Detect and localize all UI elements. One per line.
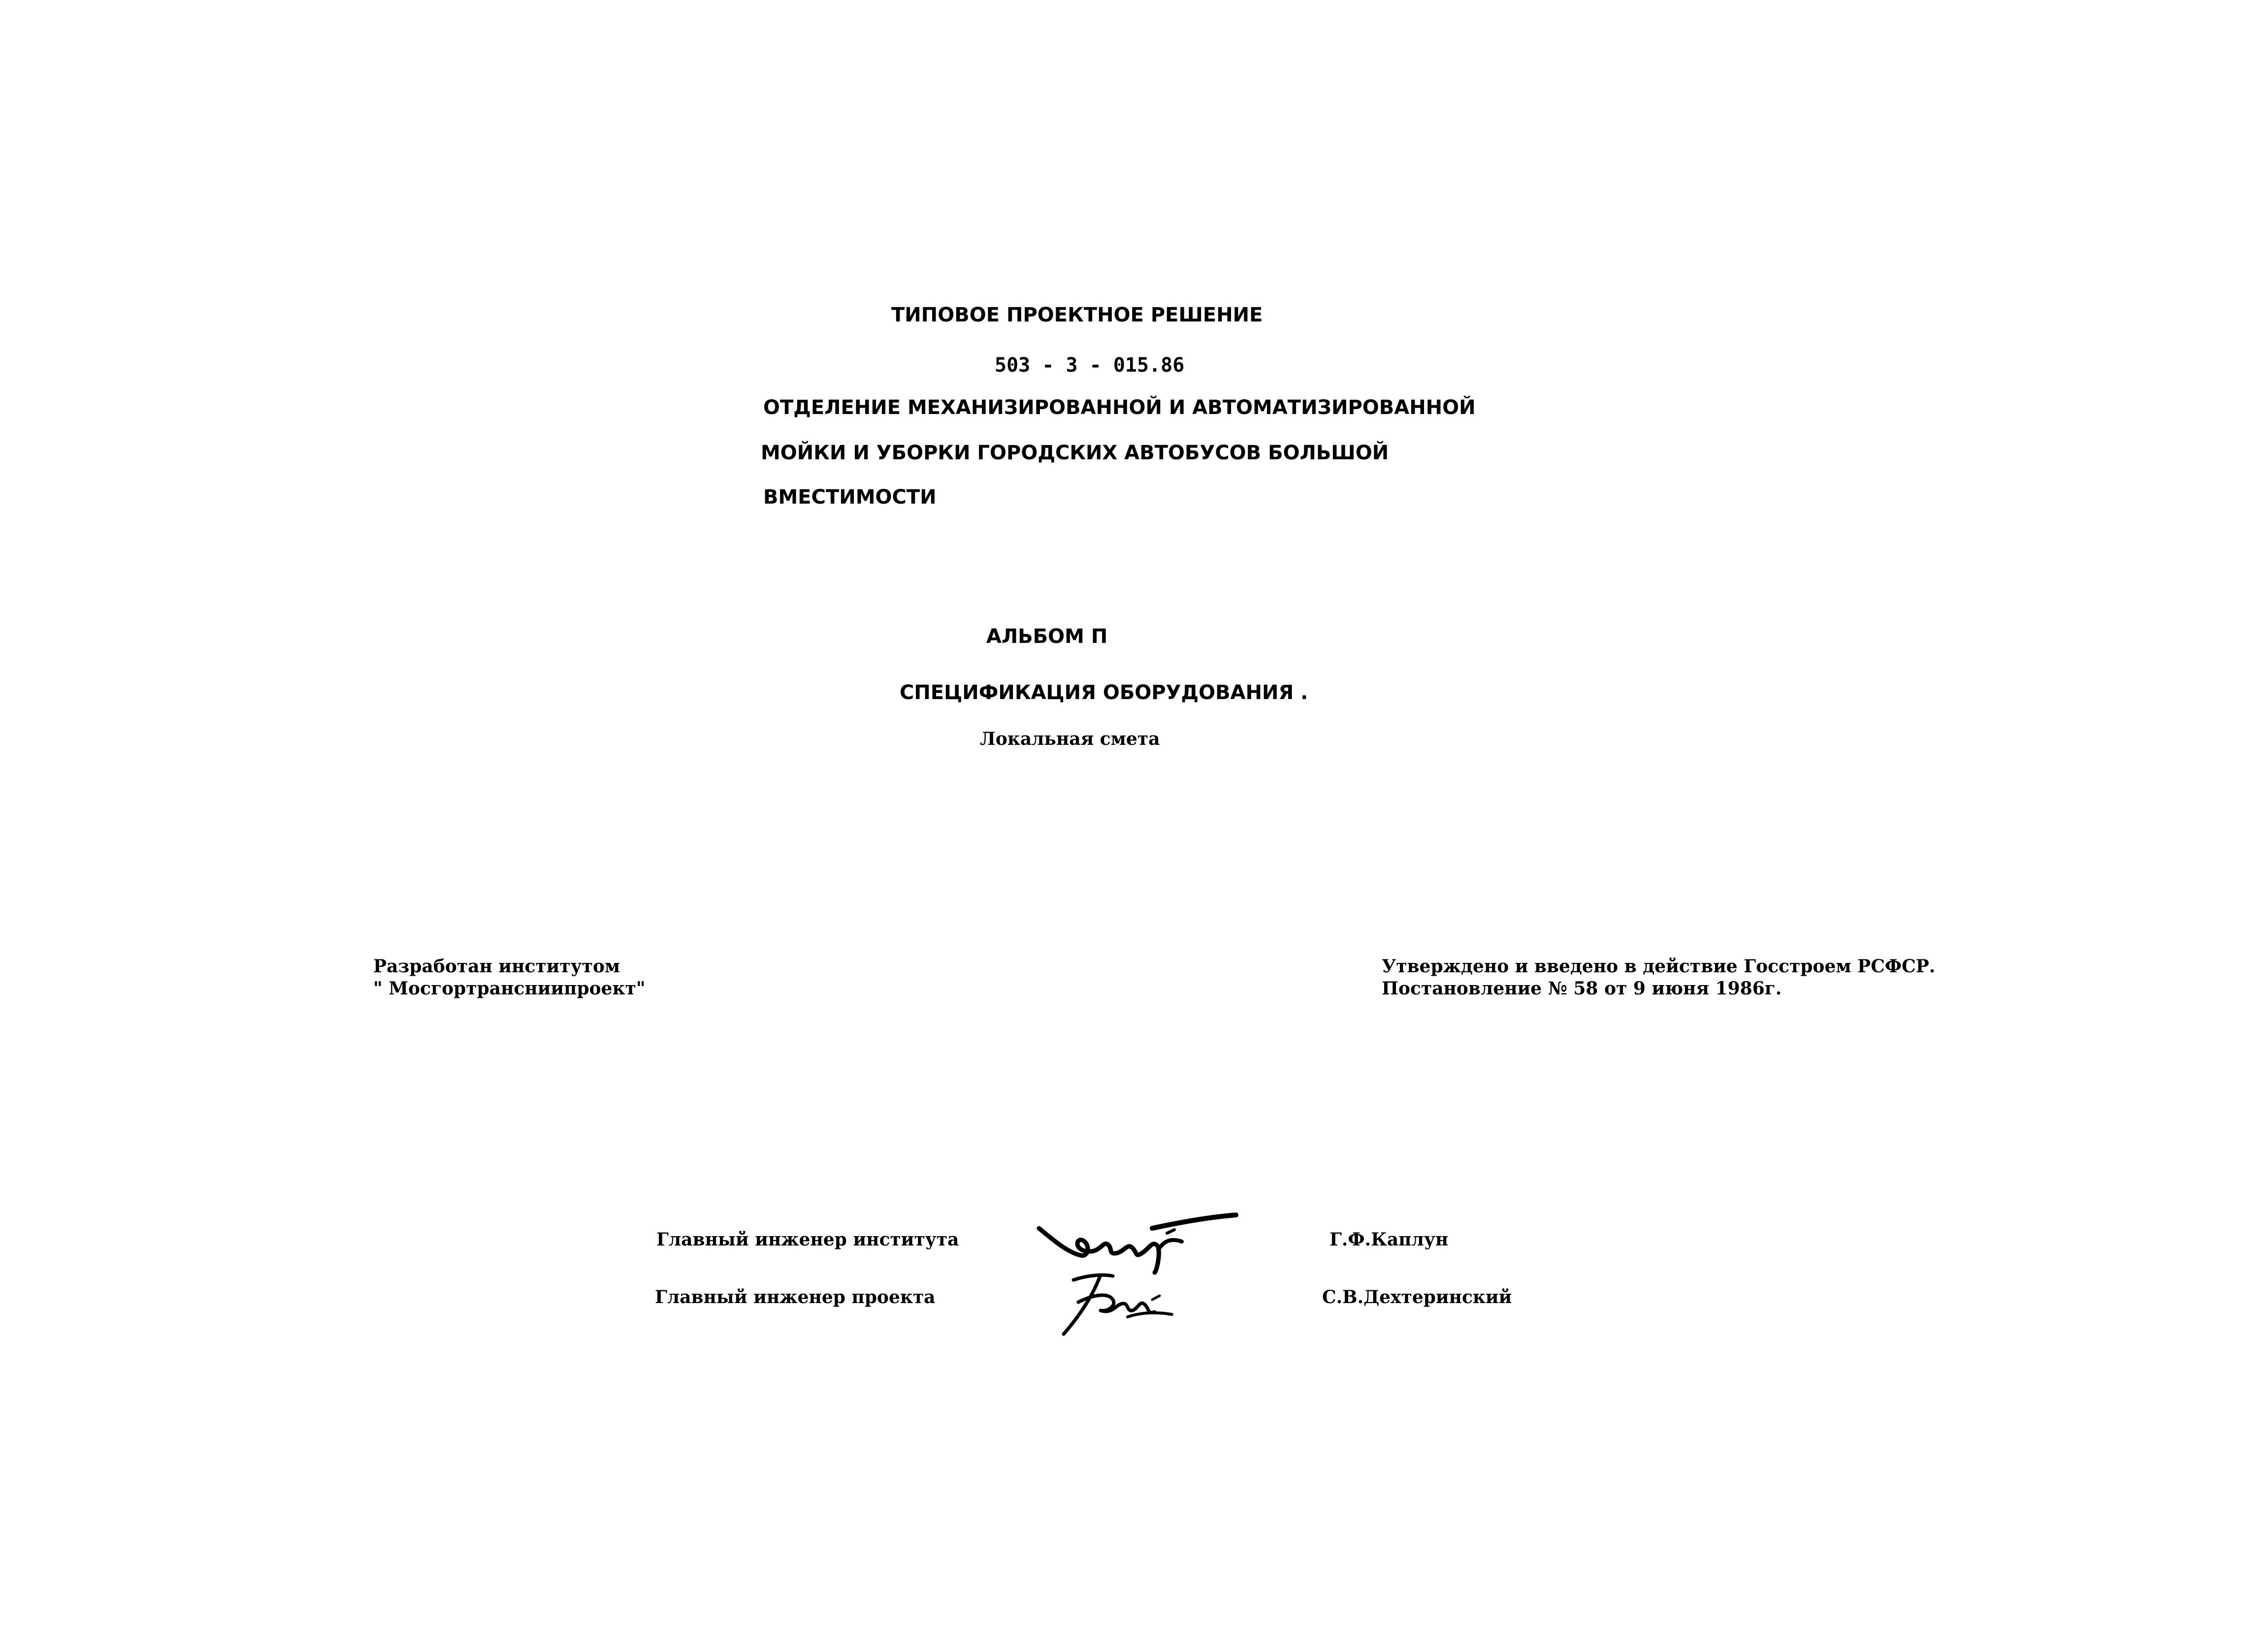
document-type-heading: ТИПОВОЕ ПРОЕКТНОЕ РЕШЕНИЕ: [891, 304, 1263, 326]
handwritten-signature-2: [1054, 1265, 1192, 1339]
approval-line-2: Постановление № 58 от 9 июня 1986г.: [1382, 978, 1782, 999]
project-title-line-1: ОТДЕЛЕНИЕ МЕХАНИЗИРОВАННОЙ И АВТОМАТИЗИРОВАННОЙ: [763, 396, 1476, 419]
developer-institute: " Мосгортрансниипроект": [373, 978, 646, 999]
approval-line-1: Утверждено и введено в действие Госстроем РСФСР.: [1382, 956, 1936, 977]
document-code: 503 - 3 - 015.86: [995, 354, 1185, 377]
developer-label: Разработан институтом: [373, 956, 620, 977]
signature-name-1: Г.Ф.Каплун: [1329, 1229, 1449, 1250]
project-title-line-2: МОЙКИ И УБОРКИ ГОРОДСКИХ АВТОБУСОВ БОЛЬШОЙ: [761, 442, 1389, 464]
signature-role-2: Главный инженер проекта: [655, 1287, 936, 1308]
signature-name-2: С.В.Дехтеринский: [1322, 1287, 1512, 1308]
signature-role-1: Главный инженер института: [656, 1229, 959, 1250]
project-title-line-3: ВМЕСТИМОСТИ: [763, 486, 937, 509]
album-subtitle: СПЕЦИФИКАЦИЯ ОБОРУДОВАНИЯ .: [900, 681, 1308, 704]
album-note: Локальная смета: [980, 729, 1160, 749]
handwritten-signature-1: [1034, 1206, 1241, 1275]
album-title: АЛЬБОМ П: [986, 625, 1108, 648]
